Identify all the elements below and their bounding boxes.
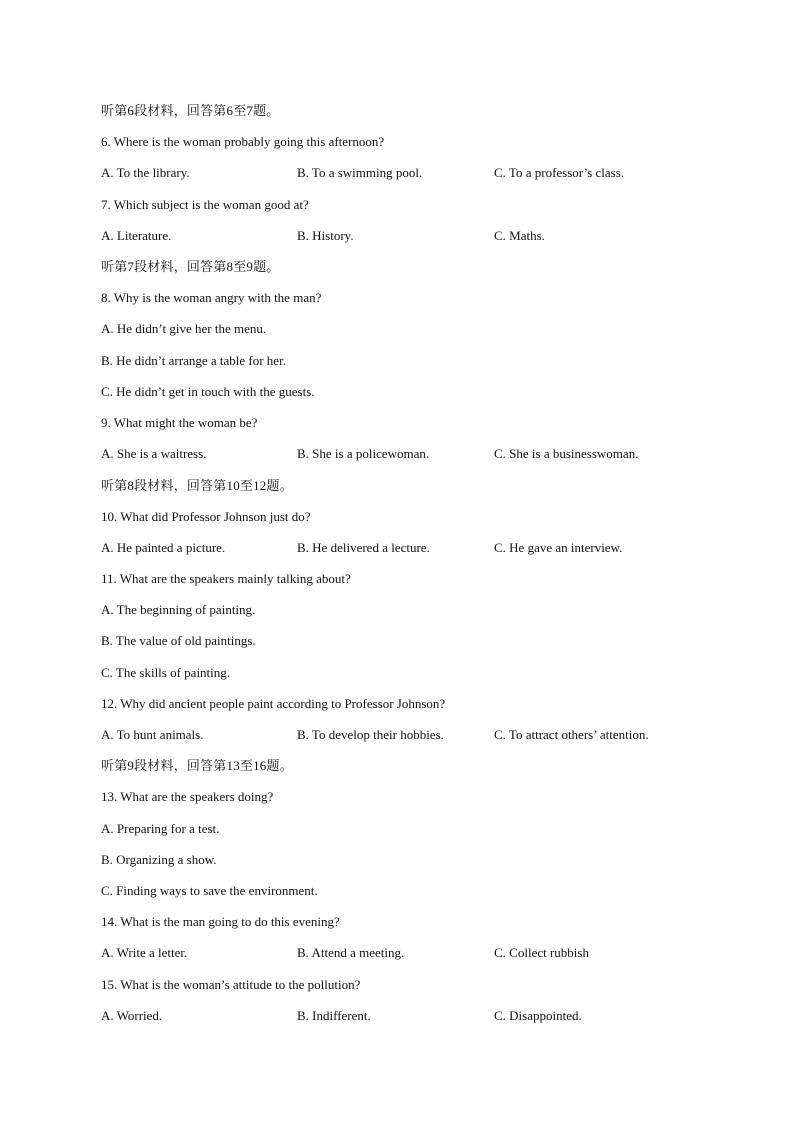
question-10-option-c: C. He gave an interview. xyxy=(494,540,623,555)
question-11-stem: 11. What are the speakers mainly talking about? xyxy=(101,571,351,586)
section-header-6: 听第6段材料，回答第6至7题。 xyxy=(101,103,280,118)
question-9-option-c: C. She is a businesswoman. xyxy=(494,446,639,461)
question-11-option-c: C. The skills of painting. xyxy=(101,665,231,680)
question-6-option-c: C. To a professor’s class. xyxy=(494,165,625,180)
question-15-option-b: B. Indifferent. xyxy=(297,1008,371,1023)
question-14-option-b: B. Attend a meeting. xyxy=(297,945,405,960)
question-15-option-c: C. Disappointed. xyxy=(494,1008,582,1023)
question-13-option-a: A. Preparing for a test. xyxy=(101,821,220,836)
question-12-option-c: C. To attract others’ attention. xyxy=(494,727,649,742)
question-10-stem: 10. What did Professor Johnson just do? xyxy=(101,509,311,524)
question-12-option-a: A. To hunt animals. xyxy=(101,727,204,742)
section-header-9: 听第9段材料，回答第13至16题。 xyxy=(101,758,293,773)
question-7-stem: 7. Which subject is the woman good at? xyxy=(101,197,309,212)
question-9-option-a: A. She is a waitress. xyxy=(101,446,207,461)
question-6-option-a: A. To the library. xyxy=(101,165,190,180)
question-8-stem: 8. Why is the woman angry with the man? xyxy=(101,290,322,305)
question-10-option-a: A. He painted a picture. xyxy=(101,540,226,555)
question-12-option-b: B. To develop their hobbies. xyxy=(297,727,444,742)
question-7-option-a: A. Literature. xyxy=(101,228,172,243)
question-10-option-b: B. He delivered a lecture. xyxy=(297,540,430,555)
section-header-7: 听第7段材料，回答第8至9题。 xyxy=(101,259,280,274)
question-8-option-b: B. He didn’t arrange a table for her. xyxy=(101,353,286,368)
question-7-option-b: B. History. xyxy=(297,228,354,243)
question-9-stem: 9. What might the woman be? xyxy=(101,415,258,430)
question-9-option-b: B. She is a policewoman. xyxy=(297,446,430,461)
question-6-stem: 6. Where is the woman probably going this afternoon? xyxy=(101,134,385,149)
question-15-stem: 15. What is the woman’s attitude to the pollution? xyxy=(101,977,361,992)
question-13-stem: 13. What are the speakers doing? xyxy=(101,789,274,804)
question-15-option-a: A. Worried. xyxy=(101,1008,163,1023)
question-11-option-a: A. The beginning of painting. xyxy=(101,602,256,617)
question-13-option-b: B. Organizing a show. xyxy=(101,852,217,867)
question-6-option-b: B. To a swimming pool. xyxy=(297,165,423,180)
question-8-option-a: A. He didn’t give her the menu. xyxy=(101,321,267,336)
section-header-8: 听第8段材料，回答第10至12题。 xyxy=(101,478,293,493)
question-14-stem: 14. What is the man going to do this evening? xyxy=(101,914,340,929)
question-12-stem: 12. Why did ancient people paint according to Professor Johnson? xyxy=(101,696,446,711)
question-8-option-c: C. He didn’t get in touch with the guests. xyxy=(101,384,315,399)
question-11-option-b: B. The value of old paintings. xyxy=(101,633,256,648)
question-14-option-c: C. Collect rubbish xyxy=(494,945,589,960)
question-7-option-c: C. Maths. xyxy=(494,228,545,243)
question-13-option-c: C. Finding ways to save the environment. xyxy=(101,883,318,898)
question-14-option-a: A. Write a letter. xyxy=(101,945,188,960)
